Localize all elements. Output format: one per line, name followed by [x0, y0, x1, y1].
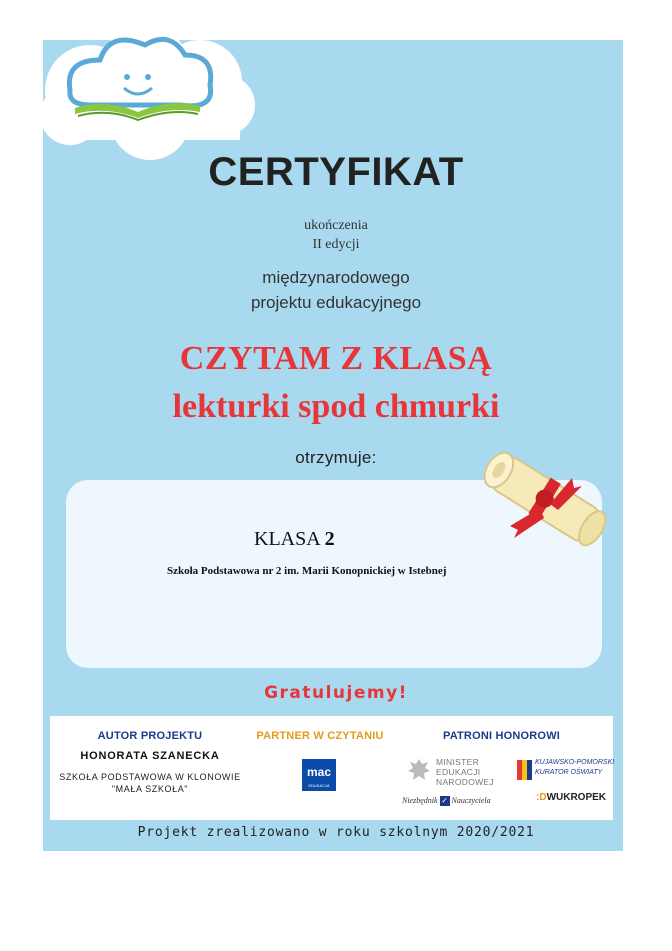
recipient-class-prefix: KLASA [254, 528, 320, 550]
cloud-book-logo [30, 20, 260, 160]
kuratorium-flag-icon [515, 758, 533, 784]
realization-year: Projekt zrealizowano w roku szkolnym 2020/2021 [137, 825, 535, 840]
recipient-school: Szkoła Podstawowa nr 2 im. Marii Konopnickiej w Istebnej [167, 565, 447, 577]
project-subtitle: lekturki spod chmurki [172, 388, 500, 425]
ministry-logo [406, 756, 516, 790]
ministry-line-2: EDUKACJI [436, 767, 481, 777]
wukropek-dot: :D [536, 792, 547, 803]
diploma-scroll-icon [470, 438, 620, 563]
project-name: CZYTAM Z KLASĄ [179, 340, 493, 377]
edition-text: II edycji [312, 237, 360, 252]
ministry-line-1: MINISTER [436, 757, 480, 767]
receives-label: otrzymuje: [295, 448, 377, 467]
nauczyciela-word: Nauczyciela [451, 796, 491, 805]
recipient-class [254, 528, 335, 551]
patrons-header: PATRONI HONOROWI [442, 730, 561, 742]
project-descriptor-2: projektu edukacyjnego [250, 293, 422, 312]
mac-logo-text: mac [306, 765, 332, 779]
partner-column [250, 716, 390, 742]
kuratorium-line-1: KUJAWSKO-POMORSKI [535, 759, 615, 766]
congratulations-text: Gratulujemy! [264, 683, 408, 703]
author-school [50, 771, 250, 795]
kuratorium-logo [515, 758, 615, 788]
completion-text: ukończenia [304, 218, 368, 233]
wukropek-logo [536, 792, 606, 803]
checkmark-icon: ✓ [441, 796, 448, 805]
footer-sponsors [50, 716, 613, 820]
mac-logo-sub: EDUKACJA [308, 783, 330, 788]
recipient-class-number: 2 [324, 528, 335, 550]
author-name: HONORATA SZANECKA [80, 750, 220, 762]
partner-header: PARTNER W CZYTANIU [256, 730, 384, 742]
author-school-line-1: SZKOŁA PODSTAWOWA W KLONOWIE [59, 772, 241, 782]
niezbednik-word: Niezbędnik [402, 796, 438, 805]
author-header: AUTOR PROJEKTU [97, 730, 203, 742]
eagle-icon [406, 756, 432, 786]
ministry-line-3: NARODOWEJ [436, 777, 494, 787]
wukropek-word: WUKROPEK [546, 792, 607, 803]
patrons-column [390, 716, 613, 742]
author-school-line-2: "MAŁA SZKOŁA" [111, 784, 189, 794]
certificate-title: CERTYFIKAT [208, 150, 464, 194]
ministry-text [436, 757, 494, 787]
mac-logo [302, 759, 336, 791]
author-column [50, 716, 250, 795]
project-descriptor-1: międzynarodowego [262, 268, 410, 287]
niezbednik-logo [402, 796, 491, 806]
kuratorium-text [535, 758, 614, 778]
kuratorium-line-2: KURATOR OŚWIATY [535, 769, 603, 776]
